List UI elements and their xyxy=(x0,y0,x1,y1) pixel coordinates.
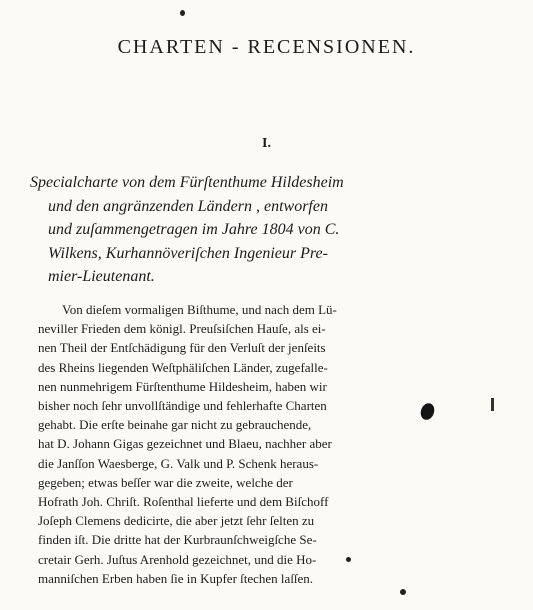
body-line: des Rheins liegenden Weſtphäliſchen Länder, zugefalle- xyxy=(38,359,328,375)
body-paragraph xyxy=(38,300,498,588)
body-line: gehabt. Die erſte beinahe gar nicht zu gebrauchende, xyxy=(38,417,312,433)
body-line: hat D. Johann Gigas gezeichnet und Blaeu, nachher aber xyxy=(38,436,332,452)
ink-blot xyxy=(400,589,406,595)
page-title: CHARTEN - RECENSIONEN. xyxy=(117,36,416,58)
heading-line: Wilkens, Kurhannöveriſchen Ingenieur Pre- xyxy=(48,244,328,262)
body-line: manniſchen Erben haben ſie in Kupfer ſtechen laſſen. xyxy=(38,570,314,586)
section-numeral: I. xyxy=(262,136,271,151)
heading-line: und den angränzenden Ländern , entworfen xyxy=(48,197,328,215)
body-line: cretair Gerh. Juſtus Arenhold gezeichnet, und die Ho- xyxy=(38,551,317,567)
margin-mark xyxy=(491,398,494,411)
review-heading xyxy=(30,171,510,289)
ink-mark xyxy=(180,10,185,16)
body-line: finden iſt. Die dritte hat der Kurbraunſchweigſche Se- xyxy=(38,532,317,548)
body-line: bisher noch ſehr unvollſtändige und fehlerhafte Charten xyxy=(38,398,327,414)
body-line: neviller Frieden dem königl. Preuſsiſchen Hauſe, als ei- xyxy=(38,321,326,337)
body-line: nen nunmehrigem Fürſtenthume Hildesheim, haben wir xyxy=(38,378,327,394)
heading-line: Specialcharte von dem Fürſtenthume Hildesheim xyxy=(30,174,344,191)
body-line: nen Theil der Entſchädigung für den Verluſt der jenſeits xyxy=(38,340,326,356)
body-line: Hofrath Joh. Chriſt. Roſenthal lieferte und dem Biſchoff xyxy=(38,494,329,510)
body-line: Joſeph Clemens dedicirte, die aber jetzt ſehr ſelten zu xyxy=(38,513,315,529)
body-line: Von dieſem vormaligen Biſthume, und nach dem Lü- xyxy=(62,302,337,317)
heading-line: mier-Lieutenant. xyxy=(48,268,155,285)
body-line: gegeben; etwas beſſer war die zweite, welche der xyxy=(38,474,293,490)
body-line: die Janſſon Waesberge, G. Valk und P. Schenk heraus- xyxy=(38,455,319,471)
ink-blot xyxy=(346,557,351,562)
heading-line: und zuſammengetragen im Jahre 1804 von C. xyxy=(48,221,340,238)
